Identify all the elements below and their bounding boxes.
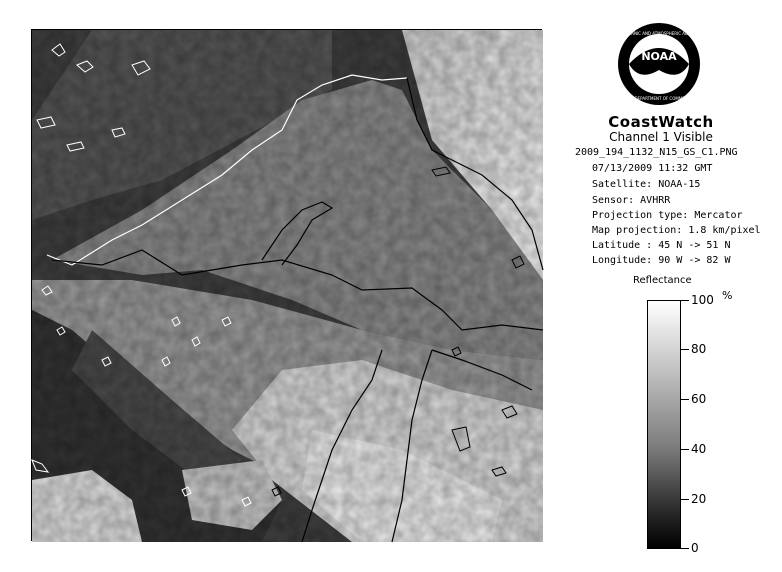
coastwatch-title: CoastWatch [608,113,714,131]
colorbar-tick [681,548,689,549]
satellite-image [32,30,543,542]
colorbar-label-60: 60 [691,392,707,406]
colorbar-tick [681,449,689,450]
channel-subtitle: Channel 1 Visible [609,130,713,144]
latitude-label: Latitude : 45 N -> 51 N [592,240,731,251]
satellite-map[interactable] [31,29,542,541]
noaa-logo [601,22,717,106]
longitude-label: Longitude: 90 W -> 82 W [592,255,731,266]
logo-ring-top: NATIONAL OCEANIC AND ATMOSPHERIC ADMINISTRATION [601,31,717,36]
filename-label: 2009_194_1132_N15_GS_C1.PNG [575,147,738,158]
colorbar-label-20: 20 [691,492,707,506]
colorbar-tick [681,399,689,400]
colorbar-tick [681,499,689,500]
reflectance-colorbar [647,300,681,549]
colorbar-title: Reflectance [633,275,692,286]
projection-type-label: Projection type: Mercator [592,210,743,221]
colorbar-unit: % [722,289,733,302]
colorbar-label-100: 100 [691,293,714,307]
colorbar-tick [681,300,689,301]
logo-ring-bottom: U.S. DEPARTMENT OF COMMERCE [625,96,693,101]
colorbar-tick [681,349,689,350]
colorbar-label-80: 80 [691,342,707,356]
map-projection-label: Map projection: 1.8 km/pixel [592,225,761,236]
satellite-label: Satellite: NOAA-15 [592,179,701,190]
datetime-label: 07/13/2009 11:32 GMT [592,163,713,174]
colorbar-label-0: 0 [691,541,699,555]
sensor-label: Sensor: AVHRR [592,195,671,206]
image-texture [32,30,543,542]
logo-text: NOAA [641,50,677,63]
colorbar-label-40: 40 [691,442,707,456]
